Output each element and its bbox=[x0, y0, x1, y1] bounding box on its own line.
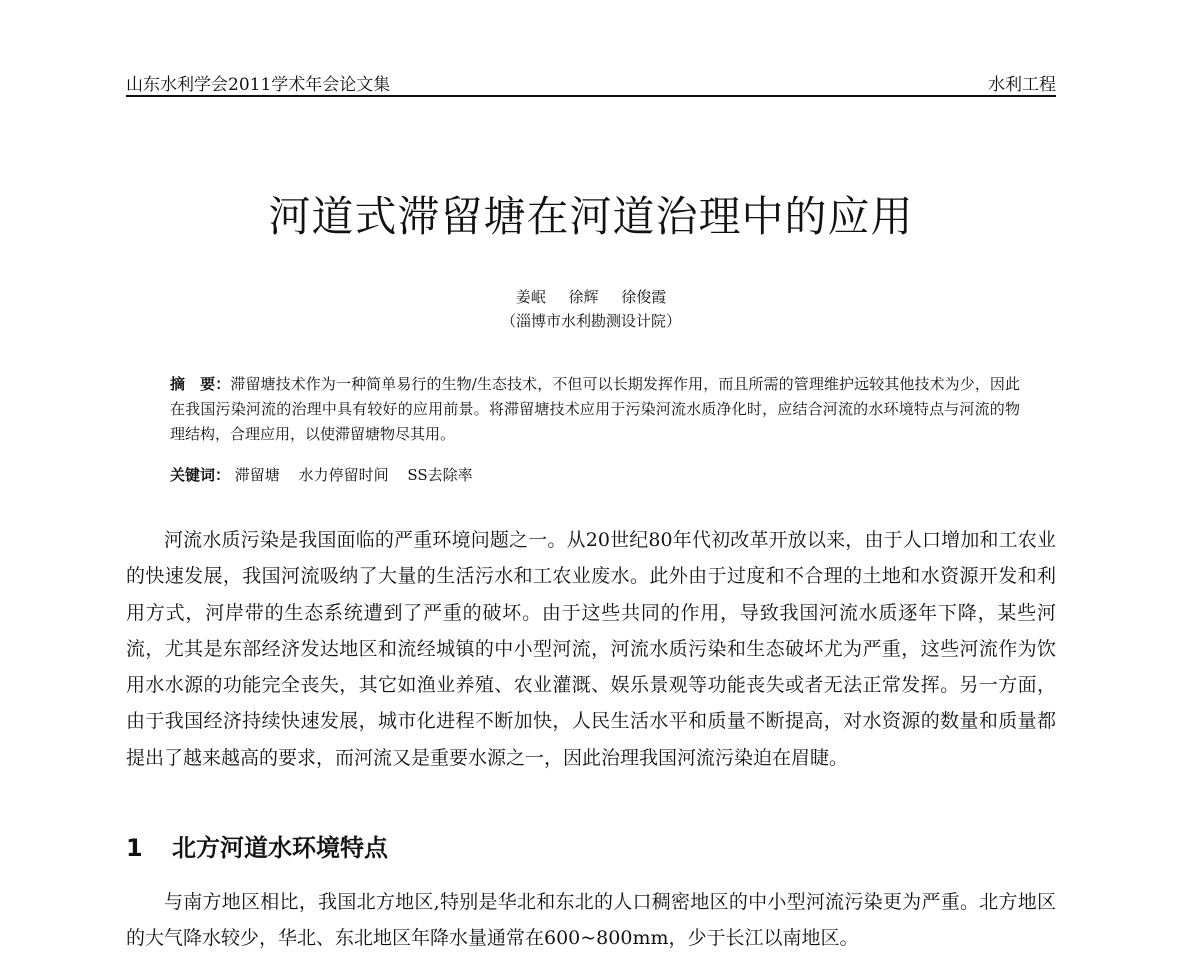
abstract bbox=[170, 372, 1020, 447]
abstract-label: 摘 要： bbox=[170, 375, 231, 393]
section-heading bbox=[126, 828, 388, 863]
author-list bbox=[126, 286, 1056, 307]
keyword: 滞留塘 bbox=[234, 466, 280, 484]
keyword: 水力停留时间 bbox=[298, 466, 389, 484]
keyword: SS去除率 bbox=[407, 466, 473, 484]
author-name: 姜岷 bbox=[515, 288, 546, 306]
section-number: 1 bbox=[126, 834, 143, 862]
author-name: 徐俊霞 bbox=[621, 288, 667, 306]
paper-title: 河道式滞留塘在河道治理中的应用 bbox=[268, 192, 914, 241]
author-name: 徐辉 bbox=[568, 288, 599, 306]
keywords-label: 关键词： bbox=[170, 466, 231, 484]
header-divider bbox=[126, 95, 1056, 97]
running-header bbox=[126, 68, 1056, 96]
intro-paragraph: 河流水质污染是我国面临的严重环境问题之一。从20世纪80年代初改革开放以来，由于人口增加和工农业的快速发展，我国河流吸纳了大量的生活污水和工农业废水。此外由于过度和不合理的土地和水资源开发和利用方式，河岸带的生态系统遭到了严重的破坏。由于这些共同的作用，导致我国河流水质逐年下降，某些河流，尤其是东部经济发达地区和流经城镇的中小型河流，河流水质污染和生态破坏尤为严重，这些河流作为饮用水水源的功能完全丧失，其它如渔业养殖、农业灌溉、娱乐景观等功能丧失或者无法正常发挥。另一方面，由于我国经济持续快速发展，城市化进程不断加快，人民生活水平和质量不断提高，对水资源的数量和质量都提出了越来越高的要求，而河流又是重要水源之一，因此治理我国河流污染迫在眉睫。 bbox=[126, 529, 1056, 769]
abstract-text: 滞留塘技术作为一种简单易行的生物/生态技术，不但可以长期发挥作用，而且所需的管理维护远较其他技术为少，因此在我国污染河流的治理中具有较好的应用前景。将滞留塘技术应用于污染河流水质净化时，应结合河流的水环境特点与河流的物理结构，合理应用，以使滞留塘物尽其用。 bbox=[170, 375, 1020, 443]
section-title: 北方河道水环境特点 bbox=[172, 834, 388, 862]
section-label: 水利工程 bbox=[988, 75, 1056, 95]
keywords bbox=[170, 464, 473, 485]
affiliation: （淄博市水利勘测设计院） bbox=[500, 312, 681, 330]
section-paragraph: 与南方地区相比，我国北方地区,特别是华北和东北的人口稠密地区的中小型河流污染更为严重。北方地区的大气降水较少，华北、东北地区年降水量通常在600~800mm，少于长江以南地区。 bbox=[126, 891, 1056, 950]
journal-name: 山东水利学会2011学术年会论文集 bbox=[126, 75, 391, 95]
